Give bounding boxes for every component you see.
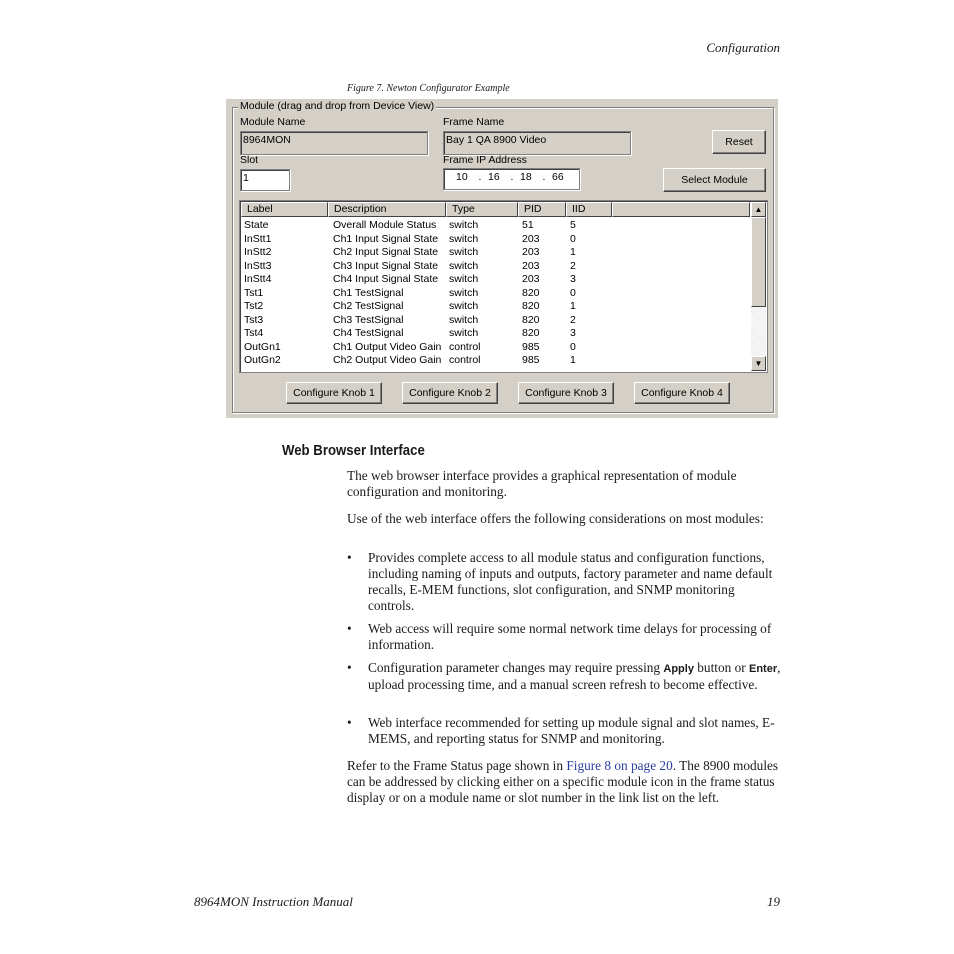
table-row[interactable] — [240, 260, 751, 274]
column-header-pid[interactable]: PID — [518, 202, 566, 217]
cell-type: switch — [449, 327, 479, 339]
scroll-down-arrow-icon[interactable]: ▼ — [751, 356, 766, 371]
intro-paragraph: The web browser interface provides a graphical representation of module configuration and monitoring. — [347, 468, 737, 499]
bullet-glyph: • — [347, 660, 352, 675]
cell-iid: 5 — [570, 219, 576, 231]
figure-caption: Figure 7. Newton Configurator Example — [347, 83, 510, 94]
cell-description: Overall Module Status — [333, 219, 437, 231]
cell-iid: 3 — [570, 273, 576, 285]
group-legend: Module (drag and drop from Device View) — [240, 100, 435, 112]
cell-type: switch — [449, 300, 479, 312]
cell-type: switch — [449, 313, 479, 326]
footer-manual-title: 8964MON Instruction Manual — [194, 894, 353, 909]
table-row[interactable] — [240, 354, 751, 368]
configure-knob-2-button[interactable]: Configure Knob 2 — [402, 382, 498, 404]
refer-text: Refer to the Frame Status page shown in — [347, 758, 567, 773]
cell-label: Tst1 — [244, 286, 264, 299]
cell-pid: 985 — [522, 354, 540, 366]
section-heading: Web Browser Interface — [282, 442, 425, 459]
enter-keyword: Enter — [749, 663, 778, 675]
cell-label: InStt4 — [244, 273, 272, 285]
cell-pid: 203 — [522, 232, 540, 245]
refer-text: . The 8900 modules can be addressed by clicking either on a specific module icon in the frame status display or on a module name or slot number in the link list on the left. — [347, 758, 779, 805]
cell-iid: 3 — [570, 327, 576, 339]
cell-description: Ch3 Input Signal State — [333, 259, 439, 272]
bullet-glyph: • — [347, 621, 352, 636]
cell-iid: 0 — [570, 232, 576, 245]
cell-iid: 1 — [570, 246, 576, 258]
cell-type: switch — [449, 219, 479, 231]
parameter-list[interactable] — [239, 200, 768, 373]
configure-knob-1-button[interactable]: Configure Knob 1 — [286, 382, 382, 404]
cell-label: Tst3 — [244, 313, 264, 326]
parameter-rows — [240, 219, 751, 371]
cell-pid: 203 — [522, 273, 540, 285]
column-header-blank — [612, 202, 750, 217]
column-header-iid[interactable]: IID — [566, 202, 612, 217]
cell-label: InStt2 — [244, 246, 272, 258]
cell-pid: 820 — [522, 286, 540, 299]
slot-label: Slot — [240, 154, 259, 166]
cell-iid: 0 — [570, 340, 576, 353]
table-row[interactable] — [240, 246, 751, 260]
frame-name-label: Frame Name — [443, 116, 505, 128]
table-row[interactable] — [240, 327, 751, 341]
cell-type: control — [449, 340, 481, 353]
cell-iid: 2 — [570, 259, 576, 272]
bullet-text-part: Configuration parameter changes may require pressing — [368, 660, 664, 675]
cell-pid: 820 — [522, 327, 540, 339]
vertical-scrollbar[interactable] — [751, 202, 766, 371]
bullet-text-part: button or — [693, 660, 749, 675]
ip-octet-4: 66 — [552, 171, 564, 183]
configure-knob-4-button[interactable]: Configure Knob 4 — [634, 382, 730, 404]
ip-octet-3: 18 — [520, 171, 532, 183]
ip-octet-1: 10 — [456, 171, 468, 183]
cell-description: Ch3 TestSignal — [333, 313, 404, 326]
list-item — [347, 715, 781, 747]
list-item — [347, 660, 781, 708]
bullet-text: Web interface recommended for setting up module signal and slot names, E-MEMS, and reporting status for SNMP and monitoring. — [368, 715, 775, 746]
refer-paragraph — [347, 758, 781, 806]
cell-iid: 1 — [570, 300, 576, 312]
table-row[interactable] — [240, 314, 751, 328]
frame-ip-field[interactable] — [443, 168, 580, 190]
ip-dot: . — [542, 171, 546, 183]
cell-description: Ch4 TestSignal — [333, 327, 404, 339]
cell-label: Tst2 — [244, 300, 264, 312]
table-row[interactable] — [240, 233, 751, 247]
slot-field[interactable]: 1 — [240, 169, 290, 191]
apply-keyword: Apply — [663, 663, 694, 675]
table-row[interactable] — [240, 273, 751, 287]
scrollbar-thumb[interactable] — [751, 217, 766, 307]
scroll-up-arrow-icon[interactable]: ▲ — [751, 202, 766, 217]
table-row[interactable] — [240, 341, 751, 355]
module-name-label: Module Name — [240, 116, 306, 128]
cell-pid: 51 — [522, 219, 534, 231]
configure-knob-3-button[interactable]: Configure Knob 3 — [518, 382, 614, 404]
bullet-text: Web access will require some normal network time delays for processing of information. — [368, 621, 772, 652]
cell-description: Ch2 Input Signal State — [333, 246, 439, 258]
cell-type: switch — [449, 286, 479, 299]
ip-dot: . — [510, 171, 514, 183]
column-header-description[interactable]: Description — [328, 202, 446, 217]
cell-label: InStt3 — [244, 259, 272, 272]
bullet-glyph: • — [347, 550, 352, 565]
select-module-button[interactable]: Select Module — [663, 168, 766, 192]
bullet-text-part: , upload processing time, and a manual screen refresh to become effective. — [368, 660, 781, 692]
bullet-text: Provides complete access to all module status and configuration functions, including naming of inputs and outputs, factory parameter and name default recalls, E-MEM functions, slot configuration, and SNMP monitoring controls. — [368, 550, 773, 613]
frame-ip-label: Frame IP Address — [443, 154, 527, 166]
cell-pid: 820 — [522, 313, 540, 326]
list-item — [347, 550, 781, 614]
table-row[interactable] — [240, 300, 751, 314]
cell-iid: 0 — [570, 286, 576, 299]
cell-description: Ch1 Input Signal State — [333, 232, 439, 245]
cell-pid: 820 — [522, 300, 540, 312]
cell-description: Ch1 Output Video Gain — [333, 340, 442, 353]
cell-type: switch — [449, 232, 479, 245]
cell-label: Tst4 — [244, 327, 264, 339]
ip-dot: . — [478, 171, 482, 183]
cell-label: State — [244, 219, 269, 231]
bullet-text — [368, 660, 781, 693]
reset-button[interactable]: Reset — [712, 130, 766, 154]
ip-octet-2: 16 — [488, 171, 500, 183]
cell-description: Ch4 Input Signal State — [333, 273, 439, 285]
column-header-label[interactable]: Label — [241, 202, 328, 217]
table-row[interactable] — [240, 287, 751, 301]
list-item — [347, 621, 781, 653]
cell-type: switch — [449, 273, 479, 285]
cell-label: OutGn1 — [244, 340, 281, 353]
cell-pid: 203 — [522, 259, 540, 272]
newton-configurator-dialog — [226, 99, 778, 418]
column-header-type[interactable]: Type — [446, 202, 518, 217]
cell-pid: 985 — [522, 340, 540, 353]
cell-type: control — [449, 354, 481, 366]
page-number: 19 — [767, 894, 780, 909]
table-row[interactable] — [240, 219, 751, 233]
figure-8-link[interactable]: Figure 8 on page 20 — [566, 758, 673, 773]
cell-iid: 2 — [570, 313, 576, 326]
cell-type: switch — [449, 259, 479, 272]
cell-pid: 203 — [522, 246, 540, 258]
module-name-field[interactable]: 8964MON — [240, 131, 428, 155]
cell-label: OutGn2 — [244, 354, 281, 366]
running-header: Configuration — [706, 40, 780, 55]
cell-description: Ch1 TestSignal — [333, 286, 404, 299]
considerations-paragraph: Use of the web interface offers the following considerations on most modules: — [347, 511, 764, 526]
frame-name-field[interactable]: Bay 1 QA 8900 Video — [443, 131, 631, 155]
cell-type: switch — [449, 246, 479, 258]
cell-description: Ch2 Output Video Gain — [333, 354, 442, 366]
cell-description: Ch2 TestSignal — [333, 300, 404, 312]
bullet-glyph: • — [347, 715, 352, 730]
cell-label: InStt1 — [244, 232, 272, 245]
cell-iid: 1 — [570, 354, 576, 366]
